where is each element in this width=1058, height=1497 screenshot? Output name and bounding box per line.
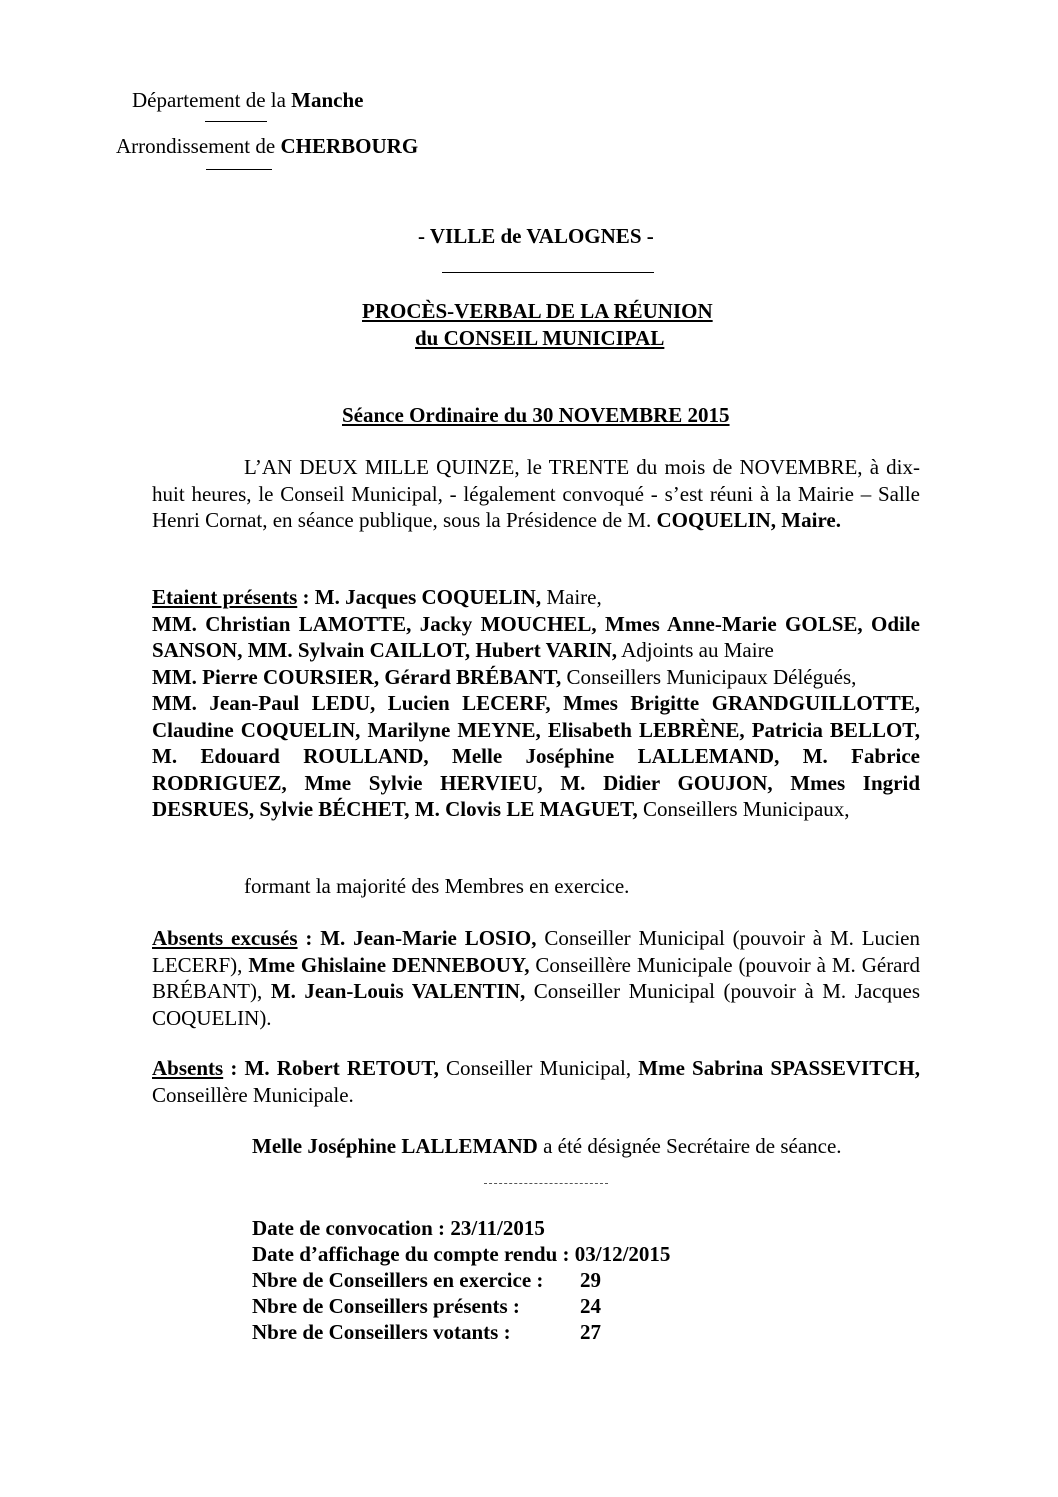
- seance-title: Séance Ordinaire du 30 NOVEMBRE 2015: [342, 403, 730, 427]
- presents-label: Etaient présents: [152, 585, 298, 609]
- header-divider-1: [205, 121, 267, 122]
- stat-votants: [252, 1320, 511, 1345]
- arrondissement-name: CHERBOURG: [280, 134, 419, 158]
- absents-name-1: M. Robert RETOUT,: [244, 1056, 439, 1080]
- presents-maire-name: M. Jacques COQUELIN,: [314, 585, 542, 609]
- departement-line: [132, 88, 364, 113]
- absents-text-1: Conseiller Municipal,: [438, 1056, 639, 1080]
- ville-title: - VILLE de VALOGNES -: [418, 224, 654, 248]
- excuses-text-1: Conseiller Municipal (pouvoir à M. Lucien LECERF),: [152, 926, 921, 977]
- arrondissement-prefix: Arrondissement de: [116, 134, 281, 158]
- stat-presents-value: 24: [580, 1294, 601, 1318]
- presents-delegues-names: MM. Pierre COURSIER, Gérard BRÉBANT,: [152, 664, 562, 689]
- presents-adjoints-names: MM. Christian LAMOTTE, Jacky MOUCHEL, Mmes Anne-Marie GOLSE, Odile SANSON, MM. Sylvain CAILLOT, Hubert VARIN,: [152, 611, 920, 662]
- secretaire-line: [252, 1134, 842, 1159]
- majorite-line: formant la majorité des Membres en exercice.: [244, 874, 630, 898]
- stat-convocation: [252, 1216, 545, 1241]
- excuses-name-2: Mme Ghislaine DENNEBOUY,: [248, 952, 530, 977]
- excuses-text-3: Conseiller Municipal (pouvoir à M. Jacques COQUELIN).: [152, 979, 921, 1030]
- stat-convocation-label: Date de convocation :: [252, 1216, 451, 1240]
- stat-affichage: [252, 1242, 670, 1267]
- departement-name: Manche: [291, 88, 364, 112]
- absents-text-2: Conseillère Municipale.: [152, 1082, 354, 1107]
- presents-conseillers-role: Conseillers Municipaux,: [637, 797, 850, 821]
- stat-presents-label: Nbre de Conseillers présents :: [252, 1294, 520, 1318]
- stat-affichage-label: Date d’affichage du compte rendu :: [252, 1242, 575, 1266]
- secretaire-text: a été désignée Secrétaire de séance.: [537, 1134, 842, 1158]
- absents-sep: :: [223, 1056, 245, 1080]
- presents-sep: :: [297, 585, 315, 609]
- pv-title-line2: du CONSEIL MUNICIPAL: [415, 326, 665, 350]
- presents-conseillers-names: MM. Jean-Paul LEDU, Lucien LECERF, Mmes Brigitte GRANDGUILLOTTE, Claudine COQUELIN, Marilyne MEYNE, Elisabeth LEBRÈNE, Patricia BELLOT, M. Edouard ROULLAND, Melle Joséphine LALLEMAND, M. Fabrice RODRIGUEZ, Mme Sylvie HERVIEU, M. Didier GOUJON, Mmes Ingrid DESRUES, Sylvie BÉCHET, M. Clovis LE MAGUET,: [152, 691, 920, 821]
- presents-adjoints-role: Adjoints au Maire: [616, 638, 774, 662]
- ville-divider: [442, 272, 654, 273]
- presents-delegues-role: Conseillers Municipaux Délégués,: [561, 664, 857, 689]
- stat-exercice: [252, 1268, 543, 1293]
- stat-exercice-value: 29: [580, 1268, 601, 1292]
- header-divider-2: [206, 169, 272, 170]
- stat-affichage-value: 03/12/2015: [574, 1242, 671, 1266]
- stat-convocation-value: 23/11/2015: [450, 1216, 545, 1240]
- excuses-name-1: M. Jean-Marie LOSIO,: [320, 926, 537, 950]
- stat-exercice-label: Nbre de Conseillers en exercice :: [252, 1268, 544, 1292]
- stat-votants-value: 27: [580, 1320, 601, 1344]
- stat-presents: [252, 1294, 520, 1319]
- excuses-paragraph: [152, 925, 920, 1031]
- arrondissement-line: [116, 134, 418, 159]
- departement-prefix: Département de la: [132, 88, 292, 112]
- intro-president: COQUELIN, Maire.: [656, 508, 841, 532]
- presents-maire-role: Maire,: [541, 585, 602, 609]
- intro-text: L’AN DEUX MILLE QUINZE, le TRENTE du mois de NOVEMBRE, à dix-huit heures, le Conseil Municipal, - légalement convoqué - s’est réuni à la Mairie – Salle Henri Cornat, en séance publique, sous la Présidence de M.: [152, 455, 920, 532]
- excuses-sep: :: [297, 926, 321, 950]
- intro-paragraph: [152, 454, 920, 534]
- absents-paragraph: [152, 1055, 920, 1108]
- section-separator: [484, 1183, 608, 1184]
- stat-votants-label: Nbre de Conseillers votants :: [252, 1320, 511, 1344]
- secretaire-name: Melle Joséphine LALLEMAND: [252, 1134, 538, 1158]
- pv-title-line1: PROCÈS-VERBAL DE LA RÉUNION: [362, 299, 713, 323]
- excuses-text-2: Conseillère Municipale (pouvoir à M. Gérard BRÉBANT),: [152, 952, 920, 1003]
- absents-name-2: Mme Sabrina SPASSEVITCH,: [638, 1056, 920, 1080]
- presents-paragraph: [152, 584, 920, 823]
- excuses-name-3: M. Jean-Louis VALENTIN,: [270, 979, 526, 1003]
- excuses-label: Absents excusés: [152, 926, 298, 950]
- absents-label: Absents: [152, 1056, 224, 1080]
